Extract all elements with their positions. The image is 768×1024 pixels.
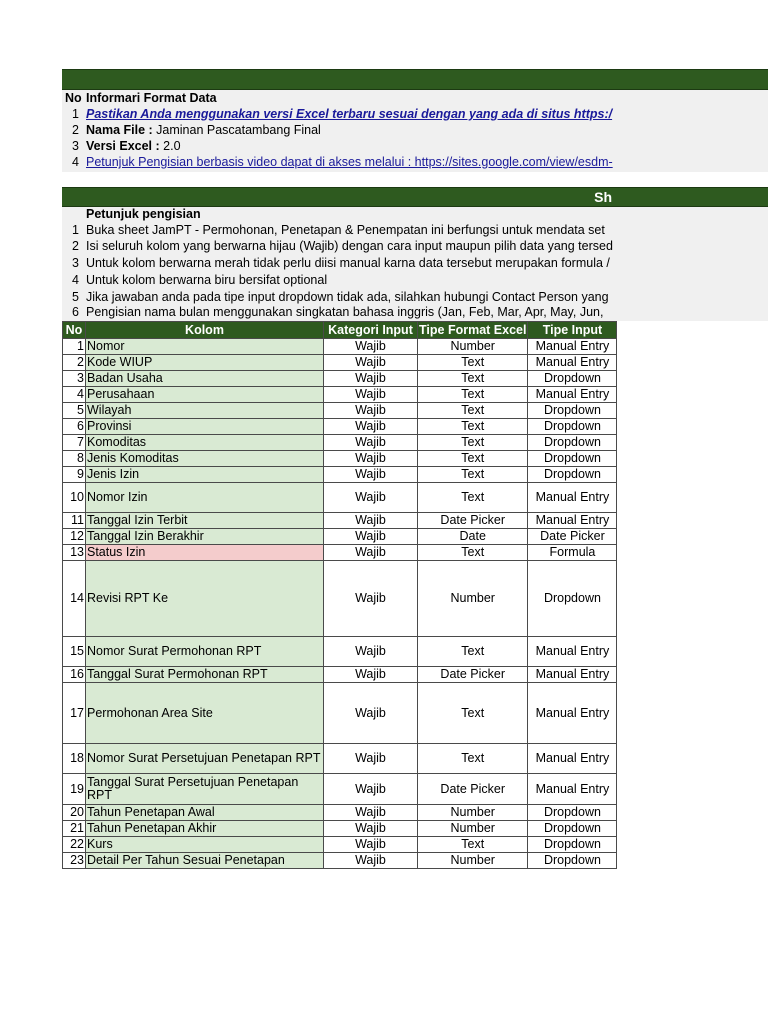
cell-tipe-format-excel[interactable]: Text [418,371,528,387]
cell-tipe-format-excel[interactable]: Number [418,805,528,821]
cell-tipe-input[interactable]: Manual Entry [528,513,617,529]
table-row [63,435,617,451]
cell-tipe-format-excel[interactable]: Date [418,529,528,545]
cell-no[interactable]: 2 [63,355,86,371]
cell-kategori-input[interactable]: Wajib [324,683,418,744]
cell-no[interactable]: 15 [63,637,86,667]
cell-kategori-input[interactable]: Wajib [324,339,418,355]
cell-tipe-input[interactable]: Manual Entry [528,683,617,744]
instruction-item-5 [62,289,768,305]
cell-kategori-input[interactable]: Wajib [324,435,418,451]
cell-kategori-input[interactable]: Wajib [324,419,418,435]
cell-tipe-format-excel[interactable]: Number [418,561,528,637]
table-row [63,529,617,545]
instructions-title-row [62,206,768,222]
instruction-number: 3 [72,256,79,270]
cell-no[interactable]: 6 [63,419,86,435]
cell-no[interactable]: 16 [63,667,86,683]
cell-tipe-format-excel[interactable]: Text [418,467,528,483]
instruction-item-6 [62,304,768,320]
cell-kolom[interactable]: Status Izin [86,545,324,561]
cell-no[interactable]: 3 [63,371,86,387]
info-item-1 [62,106,768,122]
cell-kolom[interactable]: Tahun Penetapan Awal [86,805,324,821]
info-item-3 [62,138,768,154]
cell-tipe-input[interactable]: Manual Entry [528,387,617,403]
sheet-header-label: Sh [594,189,612,205]
sheet-header-bar [62,187,768,207]
table-row [63,339,617,355]
cell-kolom[interactable]: Komoditas [86,435,324,451]
instruction-item-2 [62,238,768,254]
cell-kolom[interactable]: Kode WIUP [86,355,324,371]
cell-kategori-input[interactable]: Wajib [324,667,418,683]
cell-no[interactable]: 21 [63,821,86,837]
instruction-number: 1 [72,223,79,237]
cell-tipe-format-excel[interactable]: Text [418,435,528,451]
cell-no[interactable]: 22 [63,837,86,853]
cell-tipe-input[interactable]: Dropdown [528,403,617,419]
table-row [63,467,617,483]
instruction-text: Untuk kolom berwarna merah tidak perlu diisi manual karna data tersebut merupakan formula / [86,256,610,270]
cell-no[interactable]: 13 [63,545,86,561]
cell-tipe-input[interactable]: Dropdown [528,821,617,837]
cell-kategori-input[interactable]: Wajib [324,513,418,529]
instruction-number: 4 [72,273,79,287]
cell-tipe-input[interactable]: Dropdown [528,419,617,435]
info-item-4 [62,154,768,170]
cell-kolom[interactable]: Tanggal Izin Berakhir [86,529,324,545]
header-kategori-input: Kategori Input [324,322,418,339]
cell-tipe-input[interactable]: Dropdown [528,805,617,821]
instruction-item-3 [62,255,768,271]
instruction-text: Pengisian nama bulan menggunakan singkatan bahasa inggris (Jan, Feb, Mar, Apr, May, Jun, [86,305,604,319]
info-header-row [62,90,768,106]
cell-kategori-input[interactable]: Wajib [324,821,418,837]
cell-tipe-input[interactable]: Manual Entry [528,774,617,805]
cell-tipe-input[interactable]: Manual Entry [528,339,617,355]
cell-tipe-format-excel[interactable]: Text [418,683,528,744]
info-item-number: 3 [72,139,79,153]
header-kolom: Kolom [86,322,324,339]
cell-no[interactable]: 19 [63,774,86,805]
table-row [63,451,617,467]
cell-kolom[interactable]: Badan Usaha [86,371,324,387]
column-spec-table [62,321,617,869]
table-row [63,403,617,419]
instruction-item-1 [62,222,768,238]
instruction-number: 2 [72,239,79,253]
cell-kolom[interactable]: Tanggal Surat Persetujuan Penetapan RPT [86,774,324,805]
cell-kategori-input[interactable]: Wajib [324,774,418,805]
table-header-row [63,322,617,339]
cell-tipe-format-excel[interactable]: Date Picker [418,667,528,683]
cell-kolom[interactable]: Nomor Surat Persetujuan Penetapan RPT [86,744,324,774]
cell-no[interactable]: 18 [63,744,86,774]
cell-tipe-input[interactable]: Manual Entry [528,744,617,774]
cell-tipe-format-excel[interactable]: Text [418,837,528,853]
cell-kolom[interactable]: Nomor [86,339,324,355]
cell-no[interactable]: 20 [63,805,86,821]
cell-tipe-input[interactable]: Dropdown [528,371,617,387]
cell-kategori-input[interactable]: Wajib [324,529,418,545]
cell-kolom[interactable]: Nomor Surat Permohonan RPT [86,637,324,667]
table-row [63,683,617,744]
cell-tipe-input[interactable]: Manual Entry [528,637,617,667]
cell-kategori-input[interactable]: Wajib [324,355,418,371]
cell-kolom[interactable]: Tahun Penetapan Akhir [86,821,324,837]
cell-kolom[interactable]: Jenis Izin [86,467,324,483]
table-row [63,483,617,513]
table-row [63,637,617,667]
cell-tipe-input[interactable]: Manual Entry [528,355,617,371]
table-row [63,355,617,371]
cell-tipe-format-excel[interactable]: Number [418,853,528,869]
excel-version-label: Versi Excel : [86,139,160,153]
cell-tipe-format-excel[interactable]: Number [418,339,528,355]
header-tipe-format-excel: Tipe Format Excel [419,322,527,337]
instruction-number: 6 [72,305,79,319]
cell-tipe-format-excel[interactable]: Text [418,387,528,403]
cell-tipe-format-excel[interactable]: Text [418,403,528,419]
cell-kategori-input[interactable]: Wajib [324,744,418,774]
excel-version-value: 2.0 [159,139,181,153]
info-item-number: 4 [72,155,79,169]
cell-no[interactable]: 9 [63,467,86,483]
table-row [63,545,617,561]
cell-kolom[interactable]: Provinsi [86,419,324,435]
excel-version-link[interactable]: Pastikan Anda menggunakan versi Excel terbaru sesuai dengan yang ada di situs https:/ [86,107,613,121]
instruction-item-4 [62,272,768,288]
cell-kolom[interactable]: Jenis Komoditas [86,451,324,467]
cell-tipe-input[interactable]: Dropdown [528,853,617,869]
cell-kolom[interactable]: Revisi RPT Ke [86,561,324,637]
table-row [63,837,617,853]
cell-kategori-input[interactable]: Wajib [324,837,418,853]
cell-tipe-input[interactable]: Dropdown [528,467,617,483]
cell-kolom[interactable]: Kurs [86,837,324,853]
table-row [63,667,617,683]
cell-no[interactable]: 4 [63,387,86,403]
cell-tipe-format-excel[interactable]: Text [418,637,528,667]
instruction-number: 5 [72,290,79,304]
table-row [63,853,617,869]
cell-tipe-format-excel[interactable]: Text [418,483,528,513]
cell-tipe-input[interactable]: Dropdown [528,451,617,467]
cell-kategori-input[interactable]: Wajib [324,451,418,467]
cell-tipe-input[interactable]: Manual Entry [528,667,617,683]
cell-kategori-input[interactable]: Wajib [324,805,418,821]
cell-tipe-format-excel[interactable]: Date Picker [418,513,528,529]
info-header-title: Informari Format Data [86,91,217,105]
cell-tipe-format-excel[interactable]: Text [418,545,528,561]
header-no: No [63,322,86,339]
cell-kolom[interactable]: Wilayah [86,403,324,419]
cell-tipe-format-excel[interactable]: Text [418,419,528,435]
cell-kategori-input[interactable]: Wajib [324,483,418,513]
table-row [63,419,617,435]
table-row [63,774,617,805]
cell-tipe-input[interactable]: Formula [528,545,617,561]
cell-no[interactable]: 8 [63,451,86,467]
cell-kategori-input[interactable]: Wajib [324,637,418,667]
cell-kategori-input[interactable]: Wajib [324,387,418,403]
cell-tipe-format-excel[interactable]: Number [418,821,528,837]
info-item-number: 1 [72,107,79,121]
cell-kolom[interactable]: Detail Per Tahun Sesuai Penetapan [86,853,324,869]
cell-tipe-input[interactable]: Dropdown [528,561,617,637]
cell-kategori-input[interactable]: Wajib [324,561,418,637]
video-guide-link[interactable]: Petunjuk Pengisian berbasis video dapat di akses melalui : https://sites.google.com/view/esdm- [86,155,613,169]
cell-no[interactable]: 23 [63,853,86,869]
cell-no[interactable]: 11 [63,513,86,529]
file-name-label: Nama File : [86,123,153,137]
cell-tipe-format-excel[interactable]: Text [418,355,528,371]
cell-tipe-format-excel[interactable]: Date Picker [418,774,528,805]
header-tipe-input: Tipe Input [528,322,617,339]
cell-tipe-input[interactable]: Manual Entry [528,483,617,513]
cell-kategori-input[interactable]: Wajib [324,403,418,419]
info-item-number: 2 [72,123,79,137]
cell-tipe-format-excel[interactable]: Text [418,744,528,774]
table-row [63,387,617,403]
cell-tipe-input[interactable]: Dropdown [528,435,617,451]
cell-kategori-input[interactable]: Wajib [324,371,418,387]
cell-kategori-input[interactable]: Wajib [324,545,418,561]
cell-no[interactable]: 17 [63,683,86,744]
cell-tipe-input[interactable]: Date Picker [528,529,617,545]
instruction-text: Untuk kolom berwarna biru bersifat optional [86,273,328,287]
cell-no[interactable]: 12 [63,529,86,545]
table-row [63,371,617,387]
table-row [63,744,617,774]
cell-kolom[interactable]: Tanggal Izin Terbit [86,513,324,529]
table-row [63,561,617,637]
cell-no[interactable]: 1 [63,339,86,355]
table-row [63,821,617,837]
instructions-title: Petunjuk pengisian [86,207,201,221]
table-row [63,805,617,821]
instruction-text: Buka sheet JamPT - Permohonan, Penetapan & Penempatan ini berfungsi untuk mendata set [86,223,605,237]
cell-tipe-input[interactable]: Dropdown [528,837,617,853]
cell-kolom[interactable]: Nomor Izin [86,483,324,513]
cell-kolom[interactable]: Permohonan Area Site [86,683,324,744]
file-name-value: Jaminan Pascatambang Final [152,123,321,137]
cell-no[interactable]: 14 [63,561,86,637]
instruction-text: Isi seluruh kolom yang berwarna hijau (Wajib) dengan cara input maupun pilih data yang tersed [86,239,613,253]
cell-kolom[interactable]: Tanggal Surat Permohonan RPT [86,667,324,683]
cell-kategori-input[interactable]: Wajib [324,853,418,869]
info-header-no: No [65,91,82,105]
cell-tipe-format-excel[interactable]: Text [418,451,528,467]
top-header-bar [62,69,768,90]
cell-kategori-input[interactable]: Wajib [324,467,418,483]
cell-no[interactable]: 7 [63,435,86,451]
table-row [63,513,617,529]
info-item-2 [62,122,768,138]
cell-kolom[interactable]: Perusahaan [86,387,324,403]
cell-no[interactable]: 5 [63,403,86,419]
cell-no[interactable]: 10 [63,483,86,513]
instruction-text: Jika jawaban anda pada tipe input dropdown tidak ada, silahkan hubungi Contact Person yang [86,290,609,304]
